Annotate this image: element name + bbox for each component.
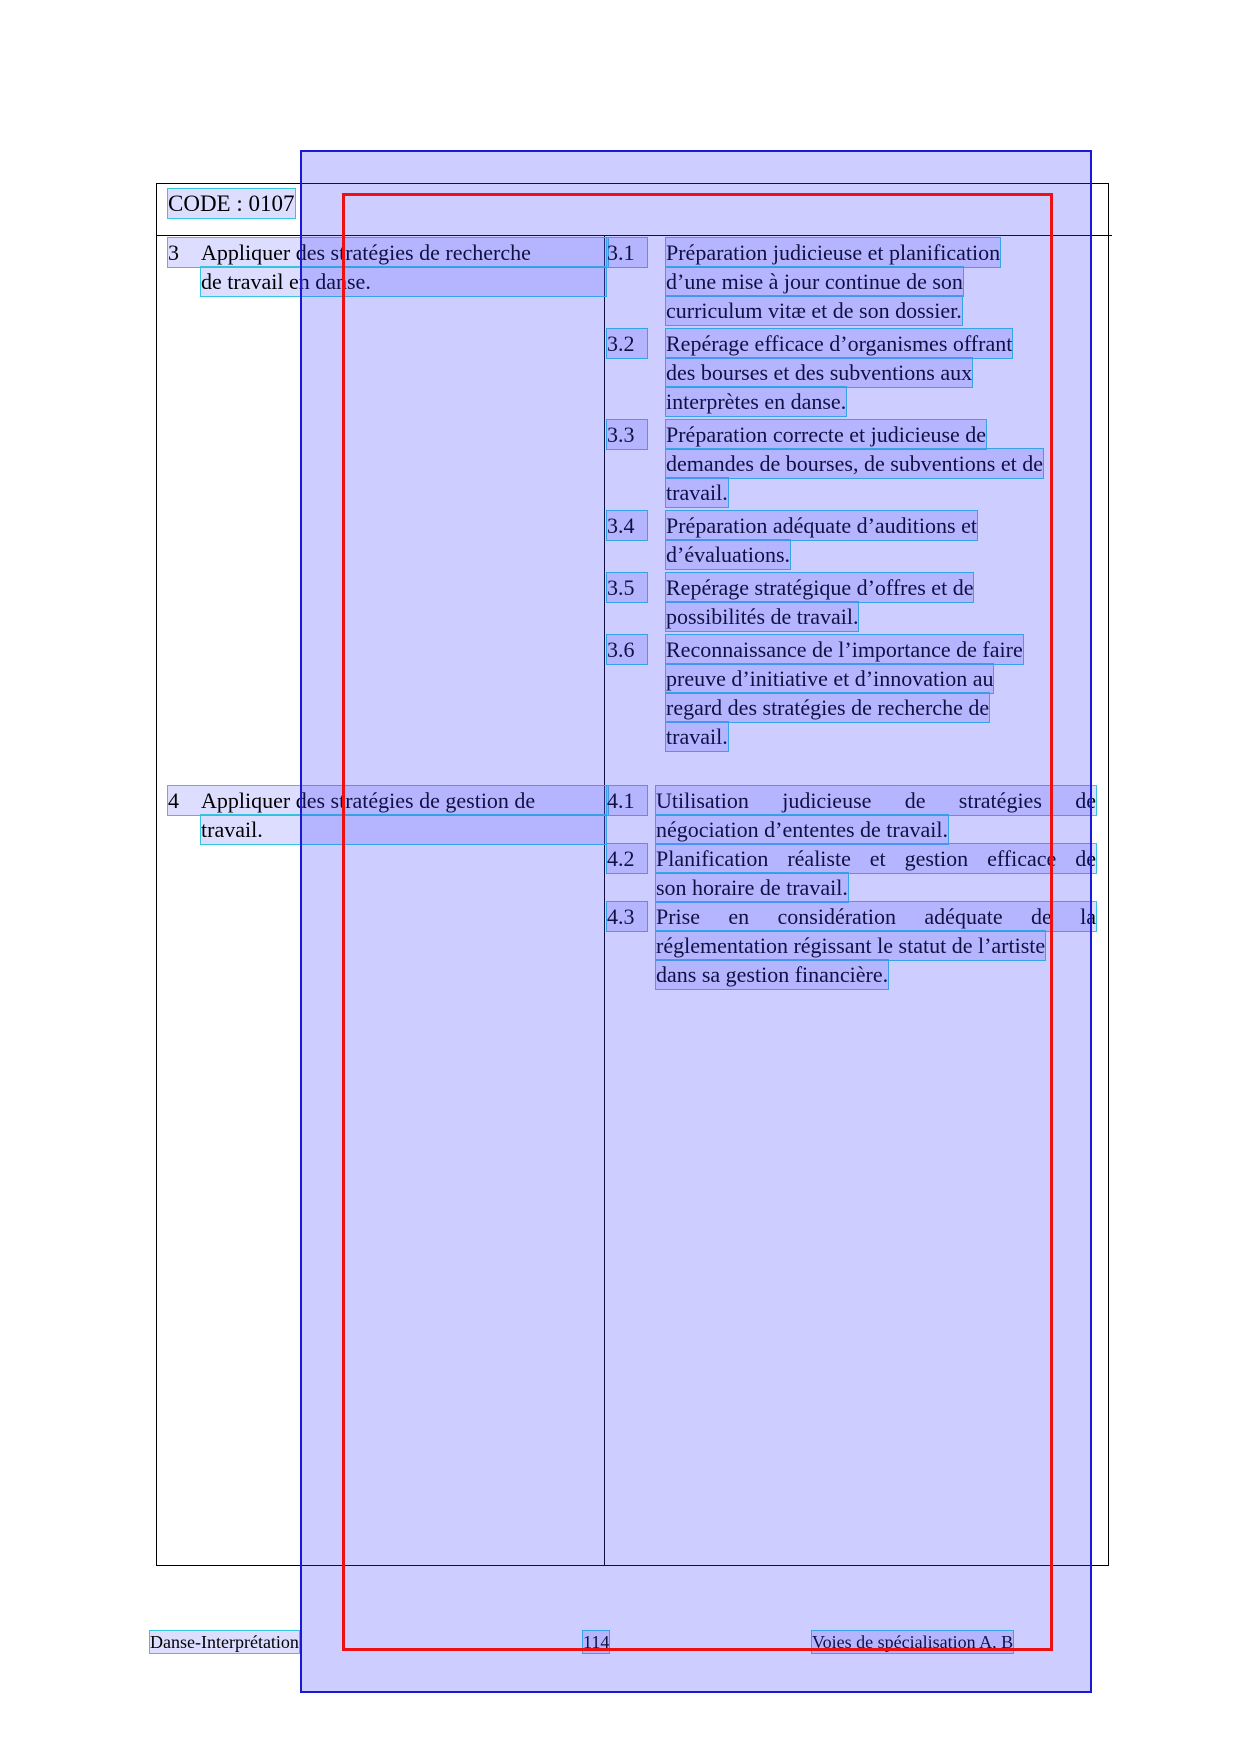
word: de: [904, 788, 926, 813]
competency-title-line1: Appliquer des stratégies de gestion de: [201, 788, 536, 813]
word: réaliste: [787, 846, 851, 871]
criterion-number: 4.3: [607, 902, 647, 931]
criterion-line: d’évaluations.: [666, 542, 791, 567]
criterion-line: travail.: [666, 480, 728, 505]
criterion-number: 3.2: [607, 329, 647, 358]
criterion-line: Préparation adéquate d’auditions et: [666, 513, 977, 538]
word: stratégies: [958, 788, 1042, 813]
footer-left: Danse-Interprétation: [150, 1632, 299, 1652]
word: de: [1030, 904, 1052, 929]
criterion-line: demandes de bourses, de subventions et de: [666, 451, 1043, 476]
word: Prise: [656, 904, 700, 929]
word: gestion: [904, 846, 969, 871]
word: Planification: [656, 846, 769, 871]
criterion-line: Repérage stratégique d’offres et de: [666, 575, 974, 600]
criterion-line: négociation d’ententes de travail.: [656, 817, 948, 842]
word: judicieuse: [782, 788, 872, 813]
criterion-number: 4.1: [607, 786, 647, 815]
criterion-line: des bourses et des subventions aux: [666, 360, 973, 385]
criterion-line: son horaire de travail.: [656, 875, 848, 900]
criterion-line: d’une mise à jour continue de son: [666, 269, 963, 294]
criterion-number: 3.1: [607, 238, 647, 267]
code-label: CODE : 0107: [168, 191, 295, 216]
criterion-number: 3.3: [607, 420, 647, 449]
competency-title-line2: de travail en danse.: [201, 267, 606, 296]
criterion-line: réglementation régissant le statut de l’artiste: [656, 933, 1046, 958]
competency-number: 3: [168, 240, 179, 265]
criterion-number: 3.5: [607, 573, 647, 602]
page-number: 114: [583, 1632, 610, 1652]
word: en: [728, 904, 750, 929]
criterion-line: Reconnaissance de l’importance de faire: [666, 637, 1023, 662]
competency-title-line2: travail.: [201, 815, 606, 844]
word: Utilisation: [656, 788, 749, 813]
criterion-line: Préparation correcte et judicieuse de: [666, 422, 987, 447]
word: de: [1075, 788, 1096, 813]
criterion-number: 3.4: [607, 511, 647, 540]
word: efficace: [987, 846, 1057, 871]
footer-right: Voies de spécialisation A, B: [812, 1632, 1014, 1652]
criterion-number: 3.6: [607, 635, 647, 664]
word: et: [869, 846, 886, 871]
word: la: [1080, 904, 1096, 929]
criterion-line: regard des stratégies de recherche de: [666, 695, 990, 720]
competency-number: 4: [168, 788, 179, 813]
criterion-line: curriculum vitæ et de son dossier.: [666, 298, 962, 323]
criterion-number: 4.2: [607, 844, 647, 873]
word: adéquate: [924, 904, 1003, 929]
criterion-line: Repérage efficace d’organismes offrant: [666, 331, 1013, 356]
criterion-line: travail.: [666, 724, 728, 749]
criterion-line: preuve d’initiative et d’innovation au: [666, 666, 994, 691]
word: de: [1075, 846, 1096, 871]
criterion-line: possibilités de travail.: [666, 604, 859, 629]
criterion-line: Préparation judicieuse et planification: [666, 240, 1001, 265]
criterion-line: dans sa gestion financière.: [656, 962, 889, 987]
competency-title-line1: Appliquer des stratégies de recherche: [201, 240, 531, 265]
overlay-region-red: [342, 193, 1053, 1651]
criterion-line: interprètes en danse.: [666, 389, 847, 414]
word: considération: [777, 904, 897, 929]
